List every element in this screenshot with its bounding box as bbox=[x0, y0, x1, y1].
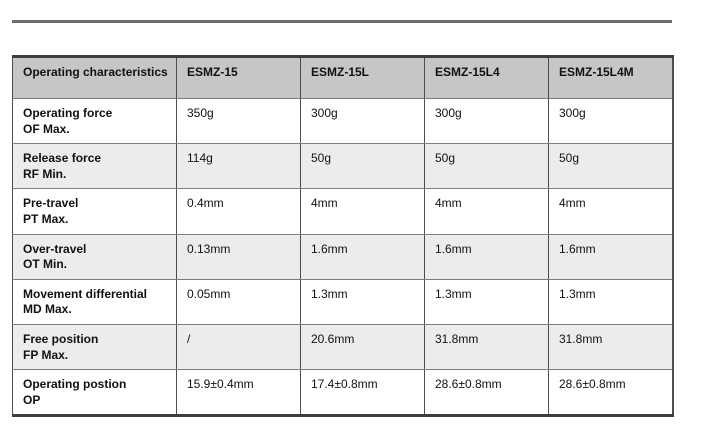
table-row-over-travel bbox=[13, 234, 673, 279]
row-label-text: Operating force bbox=[23, 106, 113, 120]
operating-characteristics-table bbox=[12, 55, 674, 417]
table-cell: 31.8mm bbox=[425, 324, 549, 369]
table-cell: 1.3mm bbox=[425, 279, 549, 324]
table-row-operating-force bbox=[13, 99, 673, 144]
table-cell: 17.4±0.8mm bbox=[301, 370, 425, 416]
table-cell: 0.13mm bbox=[177, 234, 301, 279]
table-cell: 300g bbox=[425, 99, 549, 144]
table-cell: 4mm bbox=[425, 189, 549, 234]
row-sublabel-text: OP bbox=[23, 392, 41, 407]
table-cell: 15.9±0.4mm bbox=[177, 370, 301, 416]
table-cell: 1.6mm bbox=[301, 234, 425, 279]
table-cell: 20.6mm bbox=[301, 324, 425, 369]
row-sublabel-text: OT Min. bbox=[23, 257, 67, 272]
row-label-text: Free position bbox=[23, 331, 99, 346]
table-cell: 1.3mm bbox=[301, 279, 425, 324]
table-cell: 0.05mm bbox=[177, 279, 301, 324]
table-cell: 50g bbox=[425, 144, 549, 189]
table-cell: 350g bbox=[177, 99, 301, 144]
table-cell: 50g bbox=[301, 144, 425, 189]
row-label-text: Operating postion bbox=[23, 377, 127, 392]
row-label bbox=[13, 370, 177, 416]
table-row-release-force bbox=[13, 144, 673, 189]
table-cell: 1.3mm bbox=[549, 279, 673, 324]
column-header-esmz-15: ESMZ-15 bbox=[177, 57, 301, 99]
row-sublabel-text: RF Min. bbox=[23, 166, 67, 181]
column-header-operating-characteristics: Operating characteristics bbox=[13, 57, 177, 99]
row-label bbox=[13, 234, 177, 279]
table-row-operating-position bbox=[13, 370, 673, 416]
row-label-text: Pre-travel bbox=[23, 196, 79, 211]
row-label bbox=[13, 324, 177, 369]
table-cell: 300g bbox=[549, 99, 673, 144]
row-sublabel-text: FP Max. bbox=[23, 347, 69, 362]
row-sublabel-text: OF Max. bbox=[23, 121, 70, 136]
column-header-esmz-15l4m: ESMZ-15L4M bbox=[549, 57, 673, 99]
row-label bbox=[13, 279, 177, 324]
top-divider bbox=[12, 20, 672, 23]
table-cell: 4mm bbox=[549, 189, 673, 234]
row-label bbox=[13, 99, 177, 144]
table-cell: / bbox=[177, 324, 301, 369]
row-sublabel-text: MD Max. bbox=[23, 302, 72, 317]
table-cell: 0.4mm bbox=[177, 189, 301, 234]
table-cell: 31.8mm bbox=[549, 324, 673, 369]
table-cell: 114g bbox=[177, 144, 301, 189]
table-cell: 300g bbox=[301, 99, 425, 144]
column-header-esmz-15l4: ESMZ-15L4 bbox=[425, 57, 549, 99]
table-cell: 28.6±0.8mm bbox=[549, 370, 673, 416]
row-label-text: Movement differential bbox=[23, 286, 148, 301]
table-cell: 50g bbox=[549, 144, 673, 189]
row-label bbox=[13, 144, 177, 189]
row-label-text: Over-travel bbox=[23, 241, 87, 256]
table-cell: 1.6mm bbox=[425, 234, 549, 279]
table-row-movement-differential bbox=[13, 279, 673, 324]
table-row-free-position bbox=[13, 324, 673, 369]
row-label-text: Release force bbox=[23, 151, 102, 166]
row-label bbox=[13, 189, 177, 234]
table-cell: 28.6±0.8mm bbox=[425, 370, 549, 416]
column-header-esmz-15l: ESMZ-15L bbox=[301, 57, 425, 99]
row-sublabel-text: PT Max. bbox=[23, 211, 69, 226]
table-header-row bbox=[13, 57, 673, 99]
table-row-pre-travel bbox=[13, 189, 673, 234]
table-cell: 4mm bbox=[301, 189, 425, 234]
table-cell: 1.6mm bbox=[549, 234, 673, 279]
